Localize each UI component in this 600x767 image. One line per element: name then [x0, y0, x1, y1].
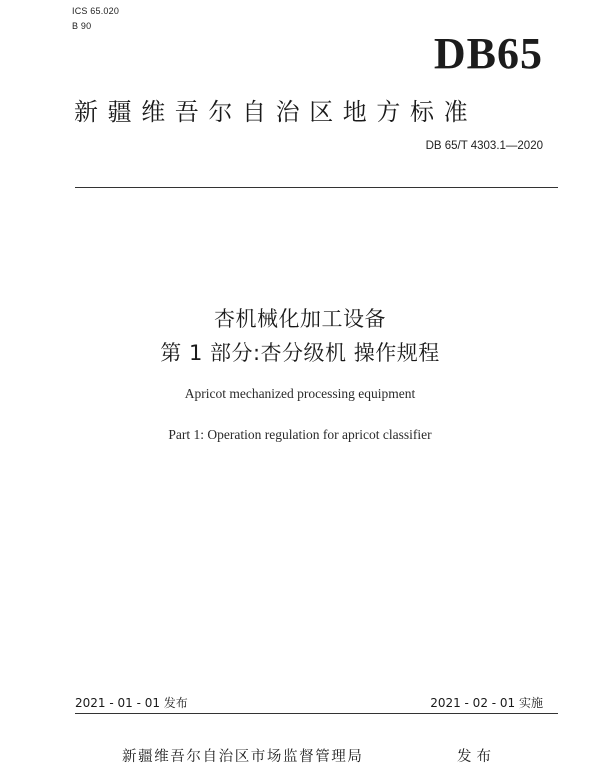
header-divider	[75, 187, 558, 188]
ccs-code: B 90	[72, 21, 92, 31]
implementation-date: 2021 - 02 - 01 实施	[430, 696, 543, 710]
standard-type-heading: 新疆维吾尔自治区地方标准	[74, 98, 478, 126]
title-english-line-2: Part 1: Operation regulation for apricot classifier	[168, 427, 432, 442]
title-chinese-line-1: 杏机械化加工设备	[214, 307, 386, 331]
publisher-name: 新疆维吾尔自治区市场监督管理局	[122, 749, 364, 765]
standard-number: DB 65/T 4303.1—2020	[425, 140, 543, 152]
issue-date: 2021 - 01 - 01 发布	[75, 696, 188, 710]
ics-code: ICS 65.020	[72, 6, 120, 16]
publish-label: 发布	[457, 749, 496, 765]
title-chinese-line-2: 第 1 部分:杏分级机 操作规程	[160, 341, 440, 365]
db-standard-logo: DB65	[433, 29, 543, 78]
title-english-line-1: Apricot mechanized processing equipment	[184, 386, 416, 401]
footer-divider	[75, 713, 558, 714]
